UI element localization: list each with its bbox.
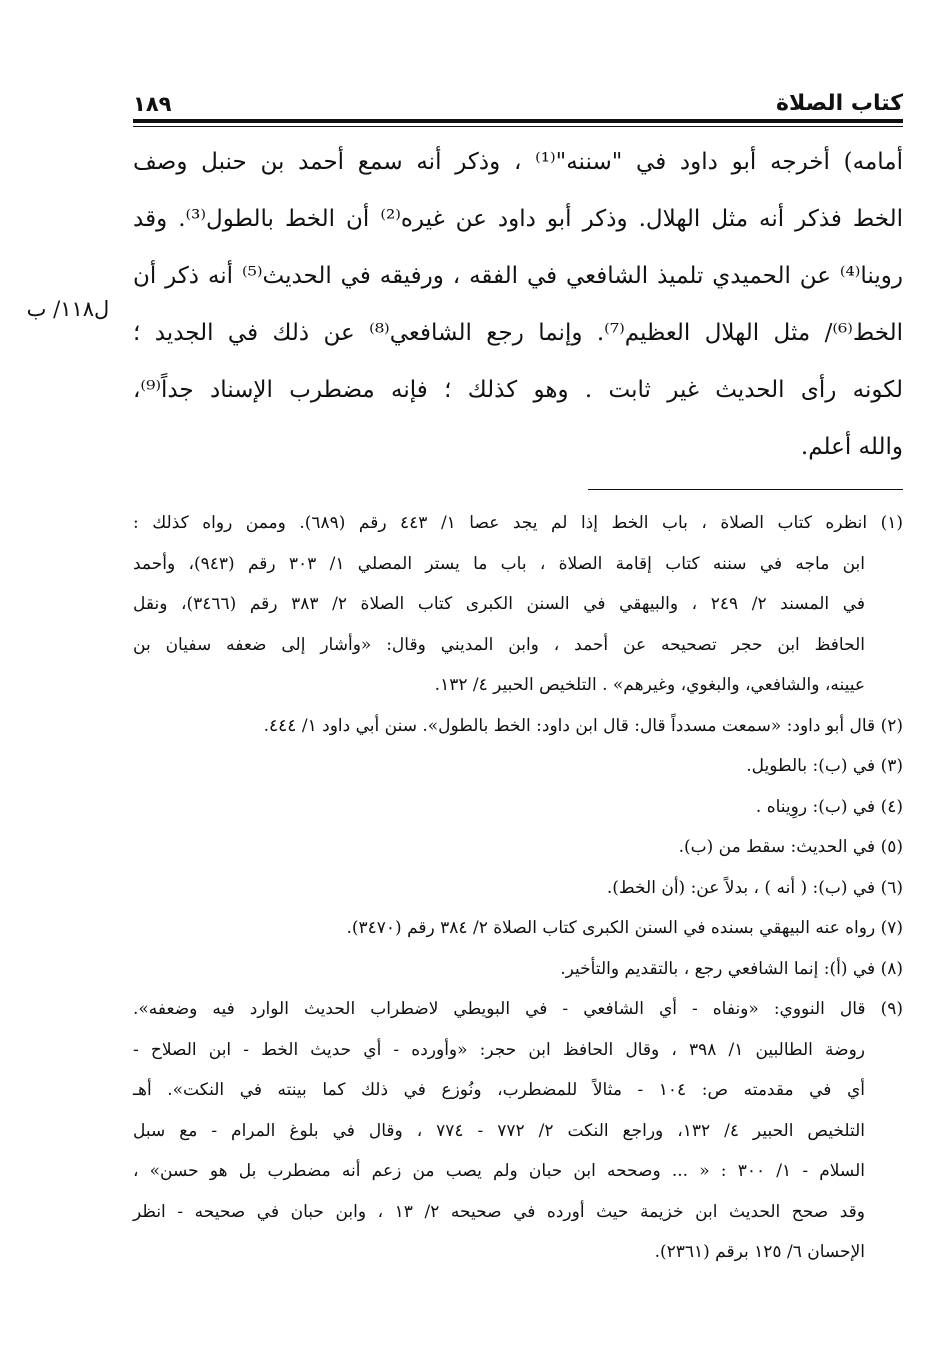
footnote-line: الإحسان ٦/ ١٢٥ برقم (٢٣٦١). — [654, 1242, 865, 1262]
footnote-line: (٩) قال النووي: «ونفاه - أي الشافعي - في البويطي لاضطراب الحديث الوارد فيه وضعفه». — [133, 999, 903, 1019]
main-text-line: لكونه رأى الحديث غير ثابت . وهو كذلك ؛ فإنه مضطرب الإسناد جداً⁽⁹⁾، — [133, 377, 903, 403]
footnote-line: وقد صحح الحديث ابن خزيمة حيث أورده في صحيحه ٢/ ١٣ ، وابن حبان في صحيحه - انظر — [133, 1201, 865, 1222]
main-text-line: والله أعلم. — [800, 434, 903, 460]
main-text — [133, 137, 903, 479]
footnote-line: (٣) في (ب): بالطويل. — [746, 756, 903, 776]
footnote-line: الحافظ ابن حجر تصحيحه عن أحمد ، وابن المديني وقال: «وأشار إلى ضعفه سفيان بن — [133, 634, 865, 655]
footnote-line: (٤) في (ب): روِيناه . — [755, 796, 903, 817]
chapter-title: كتاب الصلاة — [776, 91, 903, 116]
main-text-line: أمامه) أخرجه أبو داود في "سننه"⁽¹⁾ ، وذكر أنه سمع أحمد بن حنبل وصف — [133, 149, 903, 175]
footnote-line: أي في مقدمته ص: ١٠٤ - مثالاً للمضطرب، ونُوزع في ذلك كما بينته في النكت». أهـ — [133, 1080, 865, 1100]
page-number: ١٨٩ — [133, 92, 172, 116]
footnote-line: عيينه، والشافعي، والبغوي، وغيرهم» . التلخيص الحبير ٤/ ١٣٢. — [434, 675, 865, 695]
header-rule-thin — [133, 126, 903, 127]
footnote-line: ابن ماجه في سننه كتاب إقامة الصلاة ، باب ما يستر المصلي ١/ ٣٠٣ رقم (٩٤٣)، وأحمد — [133, 553, 866, 574]
footnote-line: (٧) رواه عنه البيهقي بسنده في السنن الكبرى كتاب الصلاة ٢/ ٣٨٤ رقم (٣٤٧٠). — [346, 918, 903, 938]
footnote-line: روضة الطالبين ١/ ٣٩٨ ، وقال الحافظ ابن حجر: «وأورده - أي حديث الخط - ابن الصلاح - — [133, 1039, 865, 1060]
running-header — [133, 84, 903, 116]
footnote-line: (٨) في (أ): إنما الشافعي رجع ، بالتقديم والتأخير. — [560, 958, 903, 979]
footnote-line: السلام - ١/ ٣٠٠ : « ... وصححه ابن حبان ولم يصب من زعم أنه مضطرب بل هو حسن» ، — [133, 1161, 866, 1181]
footnote-separator — [588, 489, 903, 490]
footnotes — [133, 505, 903, 1275]
footnote-line: (١) انظره كتاب الصلاة ، باب الخط إذا لم يجد عصا ١/ ٤٤٣ رقم (٦٨٩). وممن رواه كذلك : — [133, 513, 903, 533]
manuscript-folio-note: ل١١٨/ ب — [26, 297, 110, 321]
header-rule-thick — [133, 119, 903, 123]
footnote-line: (٦) في (ب): ( أنه ) ، بدلاً عن: (أن الخط). — [606, 877, 903, 898]
footnote-line: في المسند ٢/ ٢٤٩ ، والبيهقي في السنن الكبرى كتاب الصلاة ٢/ ٣٨٣ رقم (٣٤٦٦)، ونقل — [133, 594, 865, 614]
footnote-line: (٢) قال أبو داود: «سمعت مسدداً قال: قال ابن داود: الخط بالطول». سنن أبي داود ١/ ٤٤٤. — [263, 715, 903, 736]
main-text-line: روينا⁽⁴⁾ عن الحميدي تلميذ الشافعي في الفقه ، ورفيقه في الحديث⁽⁵⁾ أنه ذكر أن — [133, 263, 903, 289]
main-text-line: الخط⁽⁶⁾/ مثل الهلال العظيم⁽⁷⁾. وإنما رجع الشافعي⁽⁸⁾ عن ذلك في الجديد ؛ — [133, 320, 904, 346]
footnote-line: (٥) في الحديث: سقط من (ب). — [678, 837, 903, 857]
main-text-line: الخط فذكر أنه مثل الهلال. وذكر أبو داود عن غيره⁽²⁾ أن الخط بالطول⁽³⁾. وقد — [133, 206, 903, 232]
footnote-line: التلخيص الحبير ٤/ ١٣٢، وراجع النكت ٢/ ٧٧٢ - ٧٧٤ ، وقال في بلوغ المرام - مع سبل — [133, 1120, 866, 1141]
